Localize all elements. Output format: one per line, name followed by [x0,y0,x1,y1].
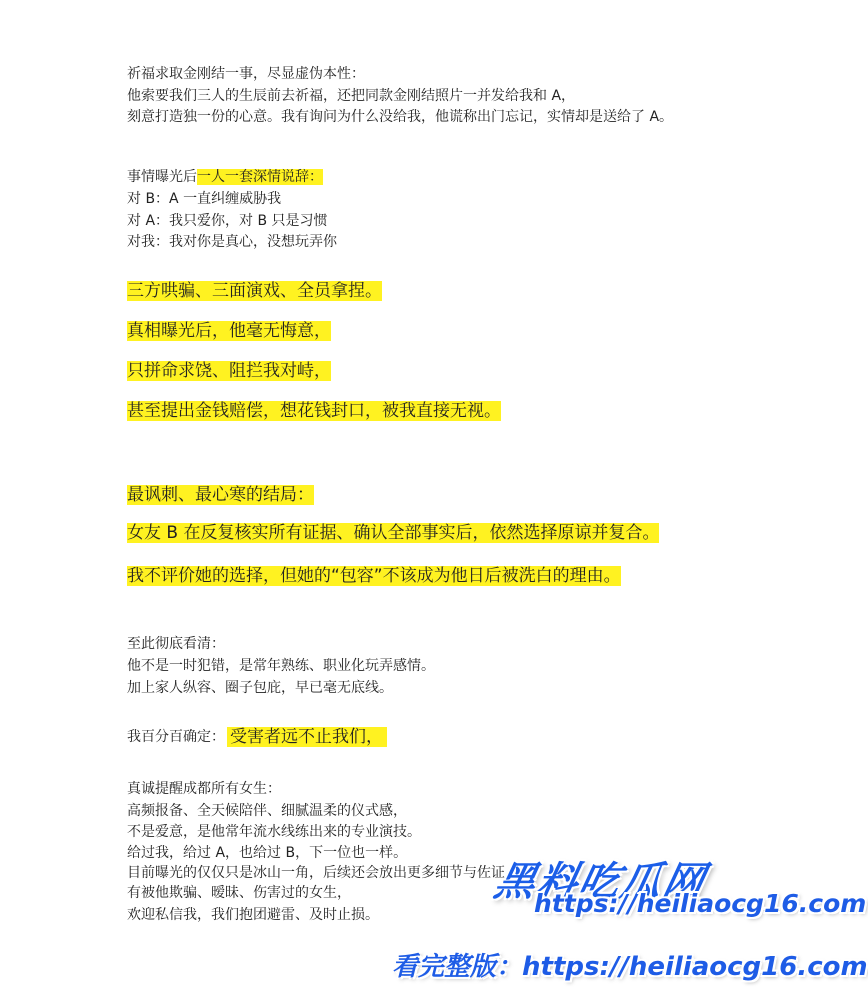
para4-line2: 女友 B 在反复核实所有证据、确认全部事实后，依然选择原谅并复合。 [127,523,660,543]
para7-line5: 有被他欺骗、暧昧、伤害过的女生， [127,885,351,901]
para5-title: 至此彻底看清： [127,636,225,652]
para3-line1: 三方哄骗、三面演戏、全员拿捏。 [127,281,382,301]
para7-line6: 欢迎私信我，我们抱团避雷、及时止损。 [127,907,379,923]
para1-line2: 刻意打造独一份的心意。我有询问为什么没给我，他谎称出门忘记，实情却是送给了 A。 [127,109,674,125]
para2-title-highlight: 一人一套深情说辞： [197,169,323,185]
para1-title: 祈福求取金刚结一事，尽显虚伪本性： [127,66,365,82]
para3-line4: 甚至提出金钱赔偿，想花钱封口，被我直接无视。 [127,401,501,421]
para2-line1: 对 B：A 一直纠缠威胁我 [127,191,282,207]
para3-line2: 真相曝光后，他毫无悔意， [127,321,331,341]
para7-title: 真诚提醒成都所有女生： [127,781,281,797]
para4-line3: 我不评价她的选择，但她的“包容”不该成为他日后被洗白的理由。 [127,566,621,586]
para5-line2: 加上家人纵容、圈子包庇，早已毫无底线。 [127,680,393,696]
watermark-brand: 黑料吃瓜网 [490,859,711,905]
para6-highlight: 受害者远不止我们， [227,727,387,747]
para3-line3: 只拼命求饶、阻拦我对峙， [127,361,331,381]
para4-line1: 最讽刺、最心寒的结局： [127,485,314,505]
para7-line4: 目前曝光的仅仅只是冰山一角，后续还会放出更多细节与佐证 [127,865,505,881]
para7-line1: 高频报备、全天候陪伴、细腻温柔的仪式感， [127,803,407,819]
para6-prefix: 我百分百确定： [127,729,225,745]
para5-line1: 他不是一时犯错，是常年熟练、职业化玩弄感情。 [127,658,435,674]
para2-title-prefix: 事情曝光后 [127,169,197,185]
para2-line3: 对我：我对你是真心，没想玩弄你 [127,234,337,250]
watermark-url[interactable]: https://heiliaocg16.com [534,889,867,918]
para7-line2: 不是爱意，是他常年流水线练出来的专业演技。 [127,824,421,840]
para2-title [127,167,323,187]
para6 [127,722,387,752]
para1-line1: 他索要我们三人的生辰前去祈福，还把同款金刚结照片一并发给我和 A， [127,88,576,104]
para7-line3: 给过我，给过 A，也给过 B，下一位也一样。 [127,845,408,861]
watermark-full-version-link[interactable]: 看完整版：https://heiliaocg16.com [392,952,868,982]
para2-line2: 对 A：我只爱你，对 B 只是习惯 [127,213,328,229]
